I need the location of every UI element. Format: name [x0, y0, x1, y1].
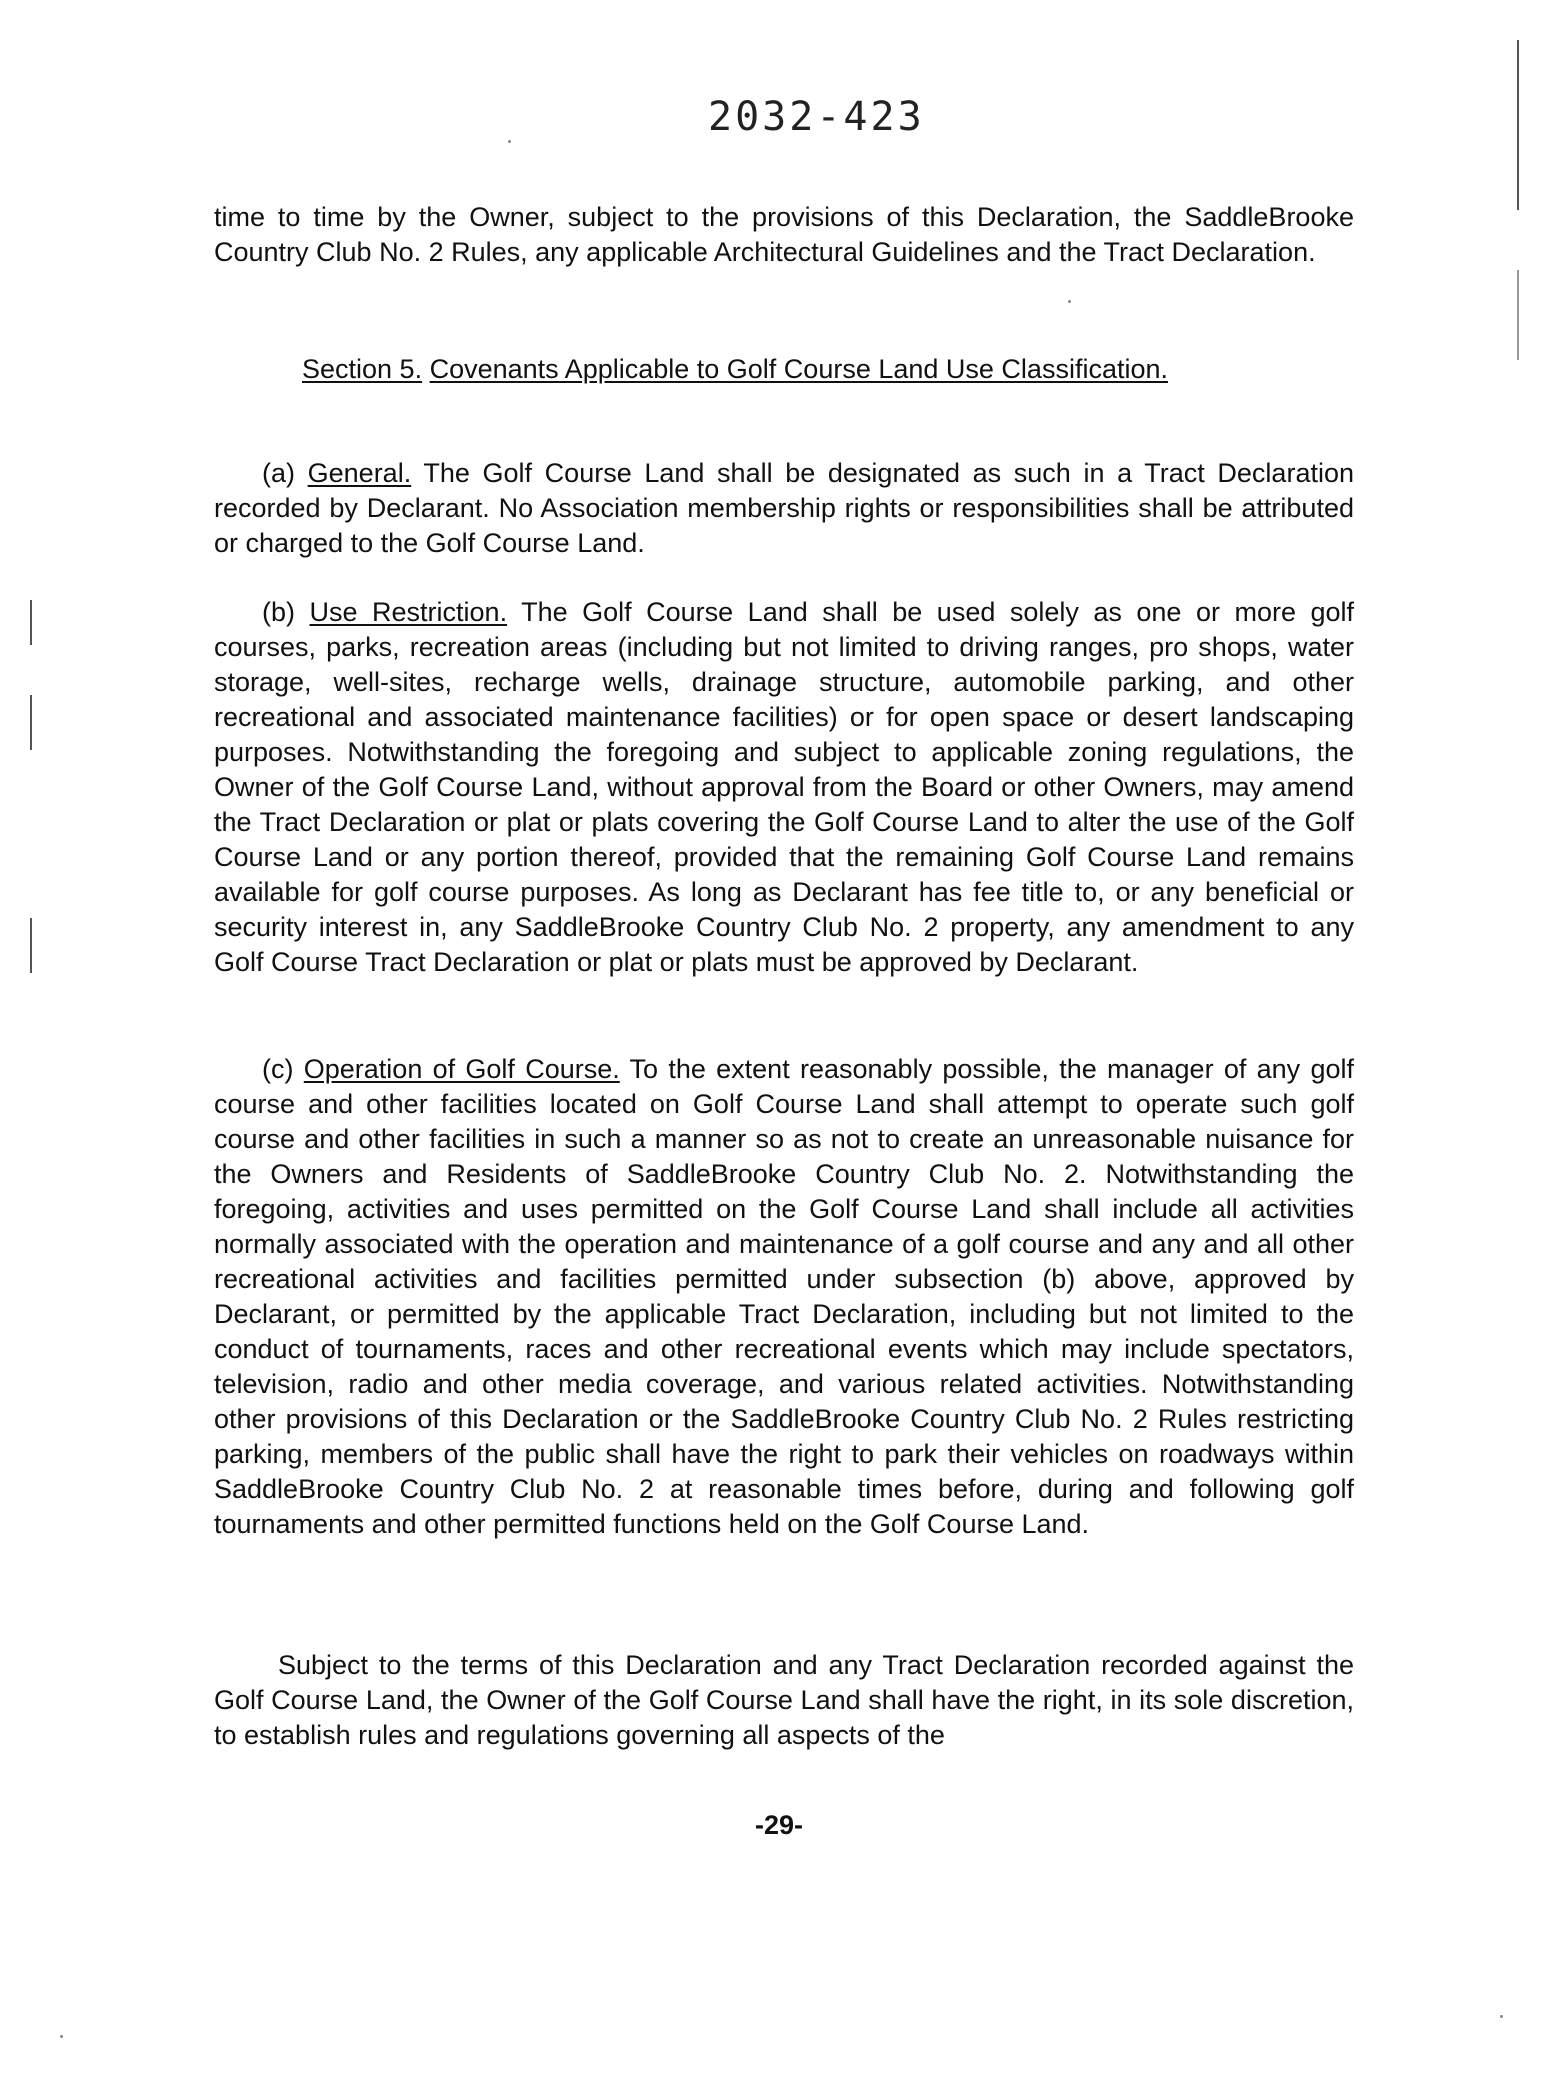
subsection-b-marker: (b) [262, 597, 295, 627]
scan-speck [508, 140, 511, 143]
record-number: 2032-423 [708, 94, 925, 140]
closing-paragraph: Subject to the terms of this Declaration and any Tract Declaration recorded against the Golf Course Land, the Owner of the Golf Course Land shall have the right, in its sole discretion, to establish rules and regulations governing all aspects of the [214, 1650, 1354, 1750]
section-label: Section 5. [302, 354, 423, 384]
left-margin-scan-mark-1 [30, 600, 32, 645]
subsection-a-heading: General. [307, 458, 412, 488]
scan-speck [1068, 300, 1071, 303]
scan-speck [1500, 2015, 1503, 2018]
right-margin-scan-line [1517, 40, 1519, 210]
subsection-b [214, 595, 1354, 980]
subsection-b-heading: Use Restriction. [309, 597, 508, 627]
carryover-paragraph: time to time by the Owner, subject to the provisions of this Declaration, the SaddleBrooke Country Club No. 2 Rules, any applicable Architectural Guidelines and the Tract Declaration. [214, 202, 1354, 267]
subsection-c-heading: Operation of Golf Course. [303, 1054, 620, 1084]
subsection-c-marker: (c) [262, 1054, 294, 1084]
subsection-a-text: The Golf Course Land shall be designated as such in a Tract Declaration recorded by Declarant. No Association membership rights or responsibilities shall be attributed or charged to the Golf Course Land. [214, 458, 1354, 558]
left-margin-scan-mark-2 [30, 695, 32, 750]
subsection-c-text: To the extent reasonably possible, the manager of any golf course and other facilities located on Golf Course Land shall attempt to operate such golf course and other facilities in such a manner so as not to create an unreasonable nuisance for the Owners and Residents of SaddleBrooke Country Club No. 2. Notwithstanding the foregoing, activities and uses permitted on the Golf Course Land shall include all activities normally associated with the operation and maintenance of a golf course and any and all other recreational activities and facilities permitted under subsection (b) above, approved by Declarant, or permitted by the applicable Tract Declaration, including but not limited to the conduct of tournaments, races and other recreational events which may include spectators, television, radio and other media coverage, and various related activities. Notwithstanding other provisions of this Declaration or the SaddleBrooke Country Club No. 2 Rules restricting parking, members of the public shall have the right to park their vehicles on roadways within SaddleBrooke Country Club No. 2 at reasonable times before, during and following golf tournaments and other permitted functions held on the Golf Course Land. [214, 1054, 1354, 1539]
scan-speck [60, 2035, 63, 2038]
right-margin-scan-line-lower [1517, 270, 1519, 360]
subsection-b-text: The Golf Course Land shall be used solely as one or more golf courses, parks, recreation areas (including but not limited to driving ranges, pro shops, water storage, well-sites, recharge wells, drainage structure, automobile parking, and other recreational and associated maintenance facilities) or for open space or desert landscaping purposes. Notwithstanding the foregoing and subject to applicable zoning regulations, the Owner of the Golf Course Land, without approval from the Board or other Owners, may amend the Tract Declaration or plat or plats covering the Golf Course Land to alter the use of the Golf Course Land or any portion thereof, provided that the remaining Golf Course Land remains available for golf course purposes. As long as Declarant has fee title to, or any beneficial or security interest in, any SaddleBrooke Country Club No. 2 property, any amendment to any Golf Course Tract Declaration or plat or plats must be approved by Declarant. [214, 597, 1355, 977]
page-number: -29- [755, 1810, 804, 1840]
subsection-a [214, 456, 1354, 561]
left-margin-scan-mark-3 [30, 918, 32, 973]
subsection-a-marker: (a) [262, 458, 295, 488]
section-heading [214, 352, 1354, 387]
subsection-c [214, 1052, 1354, 1542]
section-title: Covenants Applicable to Golf Course Land Use Classification. [429, 354, 1168, 384]
